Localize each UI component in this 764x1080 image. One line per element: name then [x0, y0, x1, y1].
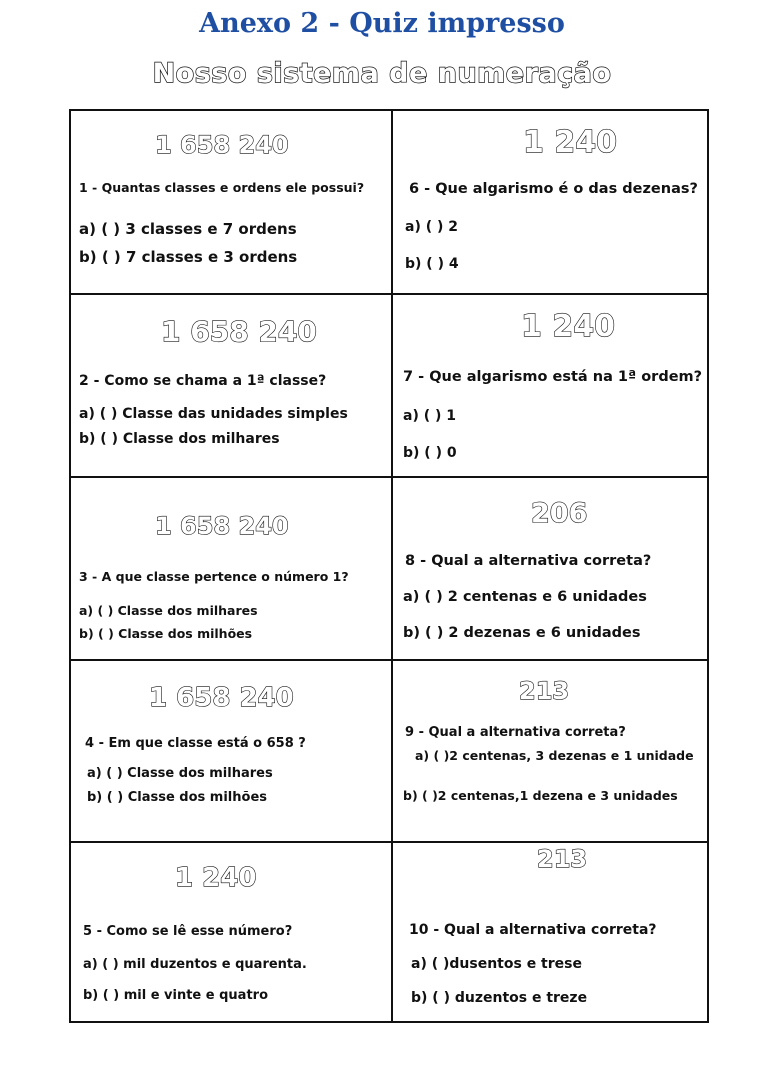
- option-b[interactable]: b) ( ) mil e vinte e quatro: [83, 988, 269, 1003]
- card-question: 1 - Quantas classes e ordens ele possui?: [79, 180, 365, 195]
- card-question: 10 - Qual a alternativa correta?: [409, 922, 657, 938]
- quiz-card-2: [71, 295, 391, 476]
- quiz-card-1: [71, 111, 391, 293]
- card-number: 1 658 240: [149, 683, 294, 713]
- card-number: 1 240: [521, 309, 615, 344]
- card-question: 8 - Qual a alternativa correta?: [405, 553, 652, 569]
- option-b[interactable]: b) ( ) Classe dos milhares: [79, 431, 280, 447]
- quiz-card-5: [71, 843, 391, 1023]
- card-number: 1 240: [523, 125, 617, 160]
- option-b[interactable]: b) ( ) duzentos e treze: [411, 990, 588, 1006]
- card-question: 7 - Que algarismo está na 1ª ordem?: [403, 369, 703, 385]
- page-title: Anexo 2 - Quiz impresso: [199, 8, 565, 39]
- card-question: 5 - Como se lê esse número?: [83, 924, 293, 939]
- quiz-card-10: [393, 843, 709, 1023]
- card-number: 1 658 240: [155, 512, 289, 540]
- card-number: 1 240: [175, 863, 257, 893]
- quiz-card-9: [393, 661, 709, 841]
- quiz-card-3: [71, 478, 391, 659]
- card-number: 1 658 240: [155, 131, 289, 159]
- option-b[interactable]: b) ( )2 centenas,1 dezena e 3 unidades: [403, 788, 678, 803]
- card-question: 6 - Que algarismo é o das dezenas?: [409, 181, 698, 197]
- option-a[interactable]: a) ( )dusentos e trese: [411, 956, 582, 972]
- option-b[interactable]: b) ( ) 2 dezenas e 6 unidades: [403, 625, 641, 641]
- card-number: 213: [519, 677, 570, 705]
- option-b[interactable]: b) ( ) 7 classes e 3 ordens: [79, 248, 298, 266]
- card-question: 3 - A que classe pertence o número 1?: [79, 569, 349, 584]
- option-a[interactable]: a) ( )2 centenas, 3 dezenas e 1 unidade: [415, 748, 694, 763]
- option-b[interactable]: b) ( ) 0: [403, 445, 457, 461]
- quiz-card-7: [393, 295, 709, 476]
- option-a[interactable]: a) ( ) Classe das unidades simples: [79, 406, 348, 422]
- card-number: 213: [537, 845, 588, 873]
- card-question: 2 - Como se chama a 1ª classe?: [79, 373, 327, 389]
- option-a[interactable]: a) ( ) mil duzentos e quarenta.: [83, 957, 307, 972]
- option-b[interactable]: b) ( ) Classe dos milhões: [79, 626, 253, 641]
- page-subtitle: Nosso sistema de numeração: [152, 58, 612, 89]
- option-a[interactable]: a) ( ) 2 centenas e 6 unidades: [403, 589, 647, 605]
- option-b[interactable]: b) ( ) Classe dos milhões: [87, 790, 267, 805]
- quiz-grid: [69, 109, 709, 1023]
- option-a[interactable]: a) ( ) Classe dos milhares: [87, 766, 273, 781]
- card-number: 206: [531, 498, 588, 529]
- option-b[interactable]: b) ( ) 4: [405, 256, 459, 272]
- quiz-card-4: [71, 661, 391, 841]
- option-a[interactable]: a) ( ) Classe dos milhares: [79, 603, 258, 618]
- option-a[interactable]: a) ( ) 1: [403, 408, 457, 424]
- option-a[interactable]: a) ( ) 2: [405, 219, 459, 235]
- quiz-card-6: [393, 111, 709, 293]
- option-a[interactable]: a) ( ) 3 classes e 7 ordens: [79, 220, 297, 238]
- quiz-card-8: [393, 478, 709, 659]
- card-number: 1 658 240: [161, 315, 317, 348]
- card-question: 9 - Qual a alternativa correta?: [405, 725, 626, 740]
- card-question: 4 - Em que classe está o 658 ?: [85, 736, 306, 751]
